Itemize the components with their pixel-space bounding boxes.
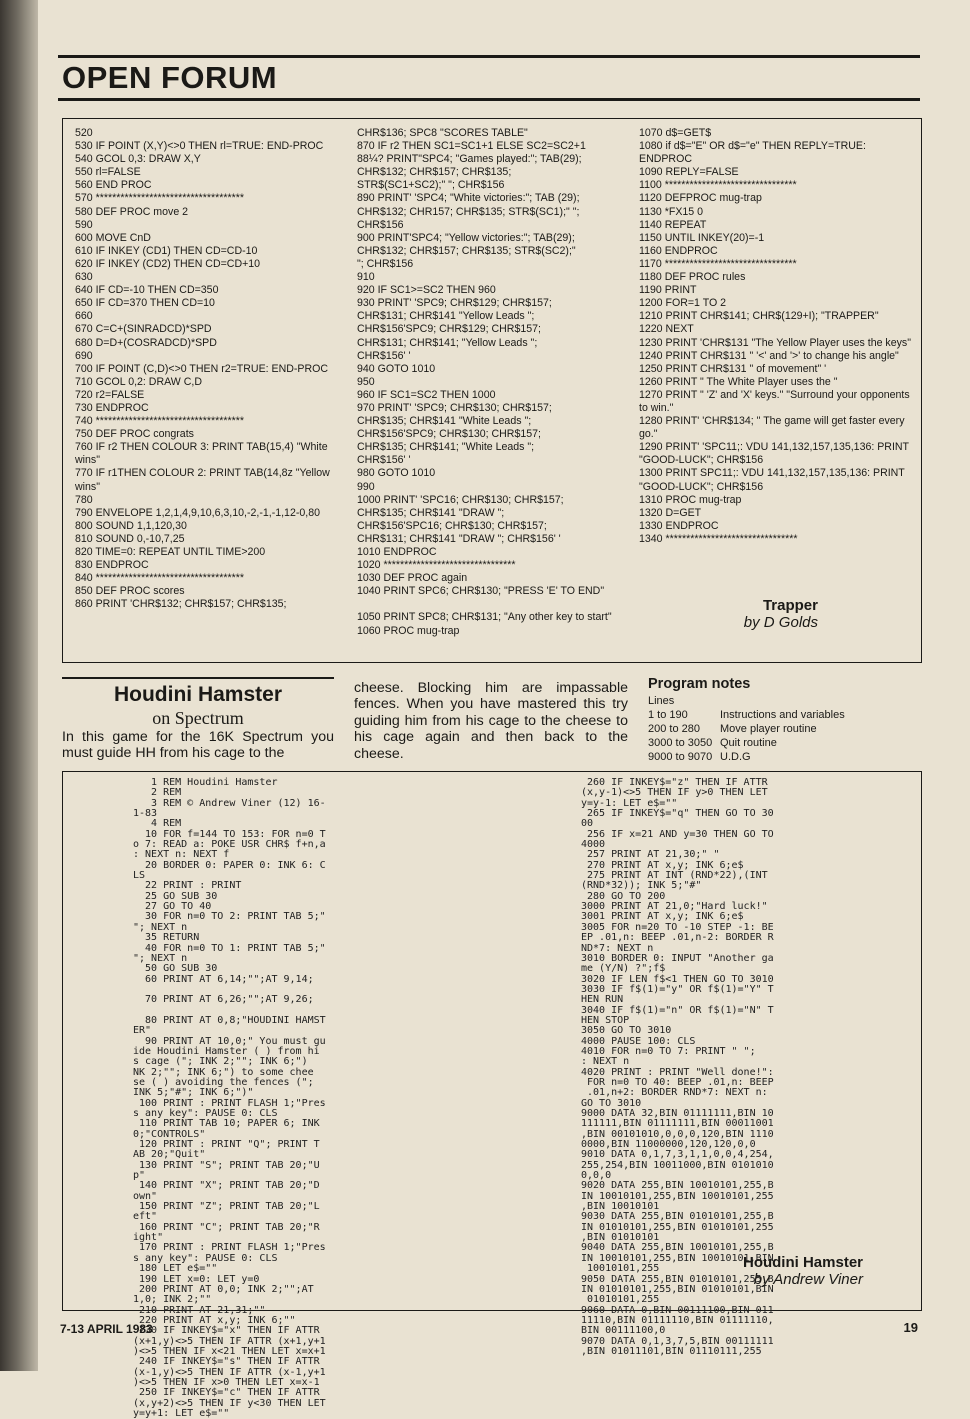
listing-line: 670 C=C+(SINRADCD)*SPD (75, 323, 212, 336)
listing-line: 1230 PRINT 'CHR$131 "The Yellow Player uses the keys" (639, 336, 911, 349)
listing-line: 910 (357, 271, 375, 284)
listing-line: 1320 D=GET (639, 506, 702, 519)
listing-line: 1040 PRINT SPC6; CHR$130; "PRESS 'E' TO END" (357, 585, 605, 598)
listing-line: 860 PRINT 'CHR$132; CHR$157; CHR$135; (75, 598, 287, 611)
listing-line: 1300 PRINT SPC11;: VDU 141,132,157,135,136: PRINT "GOOD-LUCK"; CHR$156 (639, 467, 908, 493)
listing-line: 1120 DEFPROC mug-trap (639, 192, 762, 205)
listing-line: 1250 PRINT CHR$131 " of movement" ' (639, 362, 827, 375)
listing-line: 1050 PRINT SPC8; CHR$131; "Any other key to start" (357, 611, 612, 624)
listing-line: 650 IF CD=370 THEN CD=10 (75, 297, 215, 310)
listing-line: 1290 PRINT' 'SPC11;: VDU 141,132,157,135,136: PRINT "GOOD-LUCK"; CHR$156 (639, 441, 912, 467)
listing-line: CHR$132; CHR$157; CHR$135; (357, 166, 512, 179)
note-row: 9000 to 9070 U.D.G (648, 751, 751, 763)
trapper-title: Trapper (762, 597, 818, 614)
listing-line: "; CHR$156 (357, 257, 414, 270)
listing-line: 620 IF INKEY (CD2) THEN CD=CD+10 (75, 257, 261, 270)
note-row: 1 to 190 Instructions and variables (648, 709, 845, 721)
listing-line: CHR$156'SPC9; CHR$129; CHR$157; (357, 323, 541, 336)
listing-line: 890 PRINT' 'SPC4; "White victories:"; TAB (29); (357, 192, 580, 205)
listing-line: CHR$156' ' (357, 454, 411, 467)
listing-line: 810 SOUND 0,-10,7,25 (75, 532, 185, 545)
listing-line: 690 (75, 349, 93, 362)
listing-column-3 (639, 127, 911, 546)
listing-line: 1010 ENDPROC (357, 546, 437, 558)
houdini-code-left: 1 REM Houdini Hamster 2 REM 3 REM © Andrew Viner (12) 16- 1-83 4 REM 10 FOR f=144 TO 153: FOR n=0 T o 7: READ a: POKE USR CHR$ f+n,a : NEXT n: NEXT f 20 BORDER 0: PAPER 0: INK 6: C LS 22 PRINT : PRINT 25 GO SUB 30 27 GO TO 40 30 FOR n=0 TO 2: PRINT TAB 5;" "; NEXT n 35 RETURN 40 FOR n=0 TO 1: PRINT TAB 5;" "; NEXT n 50 GO SUB 30 60 PRINT AT 6,14;"";AT 9,14; 70 PRINT AT 6,26;"";AT 9,26; 80 PRINT AT 0,8;"HOUDINI HAMST ER" 90 PRINT AT 10,0;" You must gu ide Houdini Hamster ( ) from hi s cage ("; INK 2;""; INK 6;") NK 2;""; INK 6;") to some chee se ( ) avoiding the fences ("; INK 5;"#"; INK 6;")" 100 PRINT : PRINT FLASH 1;"Pres s any key": PAUSE 0: CLS 110 PRINT TAB 10; PAPER 6; INK 0;"CONTROLS" 120 PRINT : PRINT "Q"; PRINT T AB 20;"Quit" 130 PRINT "S"; PRINT TAB 20;"U p" 140 PRINT "X"; PRINT TAB 20;"D own" 150 PRINT "Z"; PRINT TAB 20;"L eft" 160 PRINT "C"; PRINT TAB 20;"R ight" 170 PRINT : PRINT FLASH 1;"Pres s any key": PAUSE 0: CLS 180 LET e$="" 190 LET x=0: LET y=0 200 PRINT AT 0,0; INK 2;"";AT 1,0; INK 2;"" 210 PRINT AT 21,31;"" 220 PRINT AT x,y; INK 6;"" 230 IF INKEY$="x" THEN IF ATTR (x+1,y)<>5 THEN IF ATTR (x+1,y+1 )<>5 THEN IF x<21 THEN LET x=x+1 240 IF INKEY$="s" THEN IF ATTR (x-1,y)<>5 THEN IF ATTR (x-1,y+1 )<>5 THEN IF x>0 THEN LET x=x-1 250 IF INKEY$="c" THEN IF ATTR (x,y+2)<>5 THEN IF y<30 THEN LET y=y+1: LET e$="" (133, 777, 326, 1419)
program-notes-subheading: Lines (648, 695, 675, 707)
listing-line: 930 PRINT' 'SPC9; CHR$129; CHR$157; (357, 297, 552, 310)
listing-line: 1160 ENDPROC (639, 244, 718, 257)
listing-line: 970 PRINT' 'SPC9; CHR$130; CHR$157; (357, 401, 552, 414)
listing-line: 530 IF POINT (X,Y)<>0 THEN rl=TRUE: END-PROC (75, 140, 324, 153)
listing-line: 770 IF r1THEN COLOUR 2: PRINT TAB(14,8z "Yellow wins" (75, 467, 333, 493)
listing-line: 1070 d$=GET$ (639, 127, 712, 139)
listing-line: 750 DEF PROC congrats (75, 428, 194, 441)
listing-line: 790 ENVELOPE 1,2,1,4,9,10,6,3,10,-2,-1,-1,12-0,80 (75, 506, 320, 519)
listing-line: CHR$156' ' (357, 349, 411, 362)
listing-line: 870 IF r2 THEN SC1=SC1+1 ELSE SC2=SC2+1 (357, 140, 586, 153)
page-binding-shadow (0, 0, 38, 1371)
listing-line: 700 IF POINT (C,D)<>0 THEN r2=TRUE: END-PROC (75, 362, 329, 375)
houdini-intro-left: In this game for the 16K Spectrum you must guide HH from his cage to the (62, 729, 334, 762)
listing-line: 1080 if d$="E" OR d$="e" THEN REPLY=TRUE: ENDPROC (639, 140, 869, 166)
listing-line: 940 GOTO 1010 (357, 362, 436, 375)
listing-line: 1200 FOR=1 TO 2 (639, 297, 727, 310)
trapper-byline (703, 597, 818, 631)
listing-line: 730 ENDPROC (75, 401, 149, 414)
listing-line: 900 PRINT'SPC4; "Yellow victories:"; TAB(29); (357, 231, 575, 244)
trapper-listing-box (62, 118, 922, 663)
listing-line: 1130 *FX15 0 (639, 205, 704, 218)
houdini-intro-right: cheese. Blocking him are impassable fences. When you have mastered this try guiding him from his cage to the cheese to his cage again and then back to the cheese. (354, 680, 628, 762)
listing-line: CHR$136; SPC8 "SCORES TABLE" (357, 127, 528, 139)
listing-line: CHR$156'SPC16; CHR$130; CHR$157; (357, 519, 547, 532)
listing-line: 88¼? PRINT"SPC4; "Games played:"; TAB(29); (357, 153, 582, 166)
listing-line: 720 r2=FALSE (75, 388, 145, 401)
houdini-title: Houdini Hamster (62, 677, 334, 707)
listing-line: CHR$156'SPC9; CHR$130; CHR$157; (357, 428, 541, 441)
listing-line: 830 ENDPROC (75, 559, 149, 572)
program-notes-heading: Program notes (648, 676, 751, 692)
listing-line: 1220 NEXT (639, 323, 694, 336)
listing-line: STR$(SC1+SC2);" "; CHR$156 (357, 179, 505, 192)
listing-line: 600 MOVE CnD (75, 231, 151, 244)
section-title: OPEN FORUM (62, 60, 278, 95)
listing-line: 1020 ******************************** (357, 559, 516, 572)
listing-line: 920 IF SC1>=SC2 THEN 960 (357, 284, 496, 297)
listing-line: CHR$135; CHR$141 "White Leads "; (357, 415, 532, 428)
listing-line: CHR$131; CHR$141 "Yellow Leads "; (357, 310, 535, 323)
listing-line: 1030 DEF PROC again (357, 572, 468, 585)
listing-line: 680 D=D+(COSRADCD)*SPD (75, 336, 217, 349)
trapper-author: by D Golds (743, 614, 818, 631)
listing-line: 760 IF r2 THEN COLOUR 3: PRINT TAB(15,4) "White wins" (75, 441, 331, 467)
listing-line: 980 GOTO 1010 (357, 467, 436, 480)
listing-line: 1280 PRINT' 'CHR$134; " The game will get faster every go." (639, 415, 908, 441)
listing-line: 1140 REPEAT (639, 218, 707, 231)
listing-column-1 (75, 127, 345, 611)
listing-line: 640 IF CD=-10 THEN CD=350 (75, 284, 219, 297)
listing-line: 1090 REPLY=FALSE (639, 166, 739, 179)
listing-line: 540 GCOL 0,3: DRAW X,Y (75, 153, 201, 166)
listing-line: 660 (75, 310, 93, 323)
listing-line: 950 (357, 375, 375, 388)
listing-line: 570 ************************************ (75, 192, 245, 205)
listing-line: 560 END PROC (75, 179, 152, 192)
listing-line: 1240 PRINT CHR$131 " '<' and '>' to change his angle" (639, 349, 899, 362)
listing-line: 960 IF SC1=SC2 THEN 1000 (357, 388, 496, 401)
listing-line: 1180 DEF PROC rules (639, 271, 746, 284)
houdini-subtitle: on Spectrum (152, 708, 244, 728)
listing-line: 1210 PRINT CHR$141; CHR$(129+I); "TRAPPER" (639, 310, 879, 323)
listing-line: 780 (75, 493, 93, 506)
listing-line: CHR$135; CHR$141; "White Leads "; (357, 441, 535, 454)
listing-line: CHR$131; CHR$141; "Yellow Leads "; (357, 336, 538, 349)
listing-line: 740 ************************************ (75, 415, 245, 428)
header-rule (58, 55, 920, 58)
listing-line: 630 (75, 271, 93, 284)
listing-line: 1190 PRINT (639, 284, 697, 297)
houdini-byline-title: Houdini Hamster (742, 1254, 863, 1271)
listing-line: CHR$132; CHR157; CHR$135; STR$(SC1);" "; (357, 205, 580, 218)
listing-line: 1260 PRINT " The White Player uses the " (639, 375, 838, 388)
houdini-code-right: 260 IF INKEY$="z" THEN IF ATTR (x,y-1)<>5 THEN IF y>0 THEN LET y=y-1: LET e$="" 265 IF INKEY$="q" THEN GO TO 30 00 256 IF x=21 AND y=30 THEN GO TO 4000 257 PRINT AT 21,30;" " 270 PRINT AT x,y; INK 6;e$ 275 PRINT AT INT (RND*22),(INT (RND*32)); INK 5;"#" 280 GO TO 200 3000 PRINT AT 21,0;"Hard luck!" 3001 PRINT AT x,y; INK 6;e$ 3005 FOR n=20 TO -10 STEP -1: BE EP .01,n: BEEP .01,n-2: BORDER R ND*7: NEXT n 3010 BORDER 0: INPUT "Another ga me (Y/N) ?";f$ 3020 IF LEN f$<1 THEN GO TO 3010 3030 IF f$(1)="y" OR f$(1)="Y" T HEN RUN 3040 IF f$(1)="n" OR f$(1)="N" T HEN STOP 3050 GO TO 3010 4000 PAUSE 100: CLS 4010 FOR n=0 TO 7: PRINT " "; : NEXT n 4020 PRINT : PRINT "Well done!": FOR n=0 TO 40: BEEP .01,n: BEEP .01,n+2: BORDER RND*7: NEXT n: GO TO 3010 9000 DATA 32,BIN 01111111,BIN 10 111111,BIN 01111111,BIN 00011001 ,BIN 00101010,0,0,0,120,BIN 1110 0000,BIN 11000000,120,120,0,0 9010 DATA 0,1,7,3,1,1,0,0,4,254, 255,254,BIN 10011000,BIN 0101010 0,0,0 9020 DATA 255,BIN 10010101,255,B IN 10010101,255,BIN 10010101,255 ,BIN 10010101 9030 DATA 255,BIN 01010101,255,B IN 01010101,255,BIN 01010101,255 ,BIN 01010101 9040 DATA 255,BIN 10010101,255,B IN 10010101,255,BIN 10010101,BIN 10010101,255 9050 DATA 255,BIN 01010101,255,B IN 01010101,255,BIN 01010101,BIN 01010101,255 9060 DATA 0,BIN 00111100,BIN 011 11110,BIN 01111110,BIN 01111110, BIN 00111100,0 9070 DATA 0,1,3,7,5,BIN 00111111 ,BIN 01011101,BIN 01110111,255 (581, 777, 774, 1357)
issue-date: 7-13 APRIL 1983 (60, 1322, 153, 1336)
listing-line: CHR$131; CHR$141 "DRAW "; CHR$156' ' (357, 532, 561, 545)
listing-line: 1270 PRINT " 'Z' and 'X' keys." "Surround your opponents to win." (639, 388, 913, 414)
listing-line: 1330 ENDPROC (639, 519, 719, 532)
listing-line: 1170 ******************************** (639, 257, 797, 270)
listing-line: 990 (357, 480, 375, 493)
listing-line: 800 SOUND 1,1,120,30 (75, 519, 187, 532)
listing-line: 820 TIME=0: REPEAT UNTIL TIME>200 (75, 546, 266, 558)
listing-column-2 (357, 127, 627, 638)
listing-line: 550 rl=FALSE (75, 166, 141, 179)
listing-line: 1060 PROC mug-trap (357, 624, 460, 637)
listing-line: 1310 PROC mug-trap (639, 493, 742, 506)
listing-line: 590 (75, 218, 93, 231)
houdini-byline (703, 1254, 863, 1288)
page-number: 19 (903, 1320, 918, 1335)
houdini-byline-author: by Andrew Viner (753, 1271, 863, 1288)
listing-line: 580 DEF PROC move 2 (75, 205, 189, 218)
program-notes (648, 676, 918, 764)
listing-line: CHR$156 (357, 218, 404, 231)
listing-line: 1340 ******************************** (639, 532, 798, 545)
listing-line: 1150 UNTIL INKEY(20)=-1 (639, 231, 765, 244)
listing-line: 610 IF INKEY (CD1) THEN CD=CD-10 (75, 244, 258, 257)
listing-line: 840 ************************************ (75, 572, 245, 585)
note-row: 200 to 280 Move player routine (648, 723, 817, 735)
listing-line: CHR$135; CHR$141 "DRAW "; (357, 506, 505, 519)
listing-line (357, 598, 627, 611)
note-row: 3000 to 3050 Quit routine (648, 737, 777, 749)
listing-line: 1000 PRINT' 'SPC16; CHR$130; CHR$157; (357, 493, 564, 506)
listing-line: 1100 ******************************** (639, 179, 797, 192)
listing-line: CHR$132; CHR$157; CHR$135; STR$(SC2);" (357, 244, 576, 257)
header-rule-bottom (58, 98, 920, 101)
listing-line: 850 DEF PROC scores (75, 585, 185, 598)
listing-line: 520 (75, 127, 93, 139)
listing-line: 710 GCOL 0,2: DRAW C,D (75, 375, 202, 388)
